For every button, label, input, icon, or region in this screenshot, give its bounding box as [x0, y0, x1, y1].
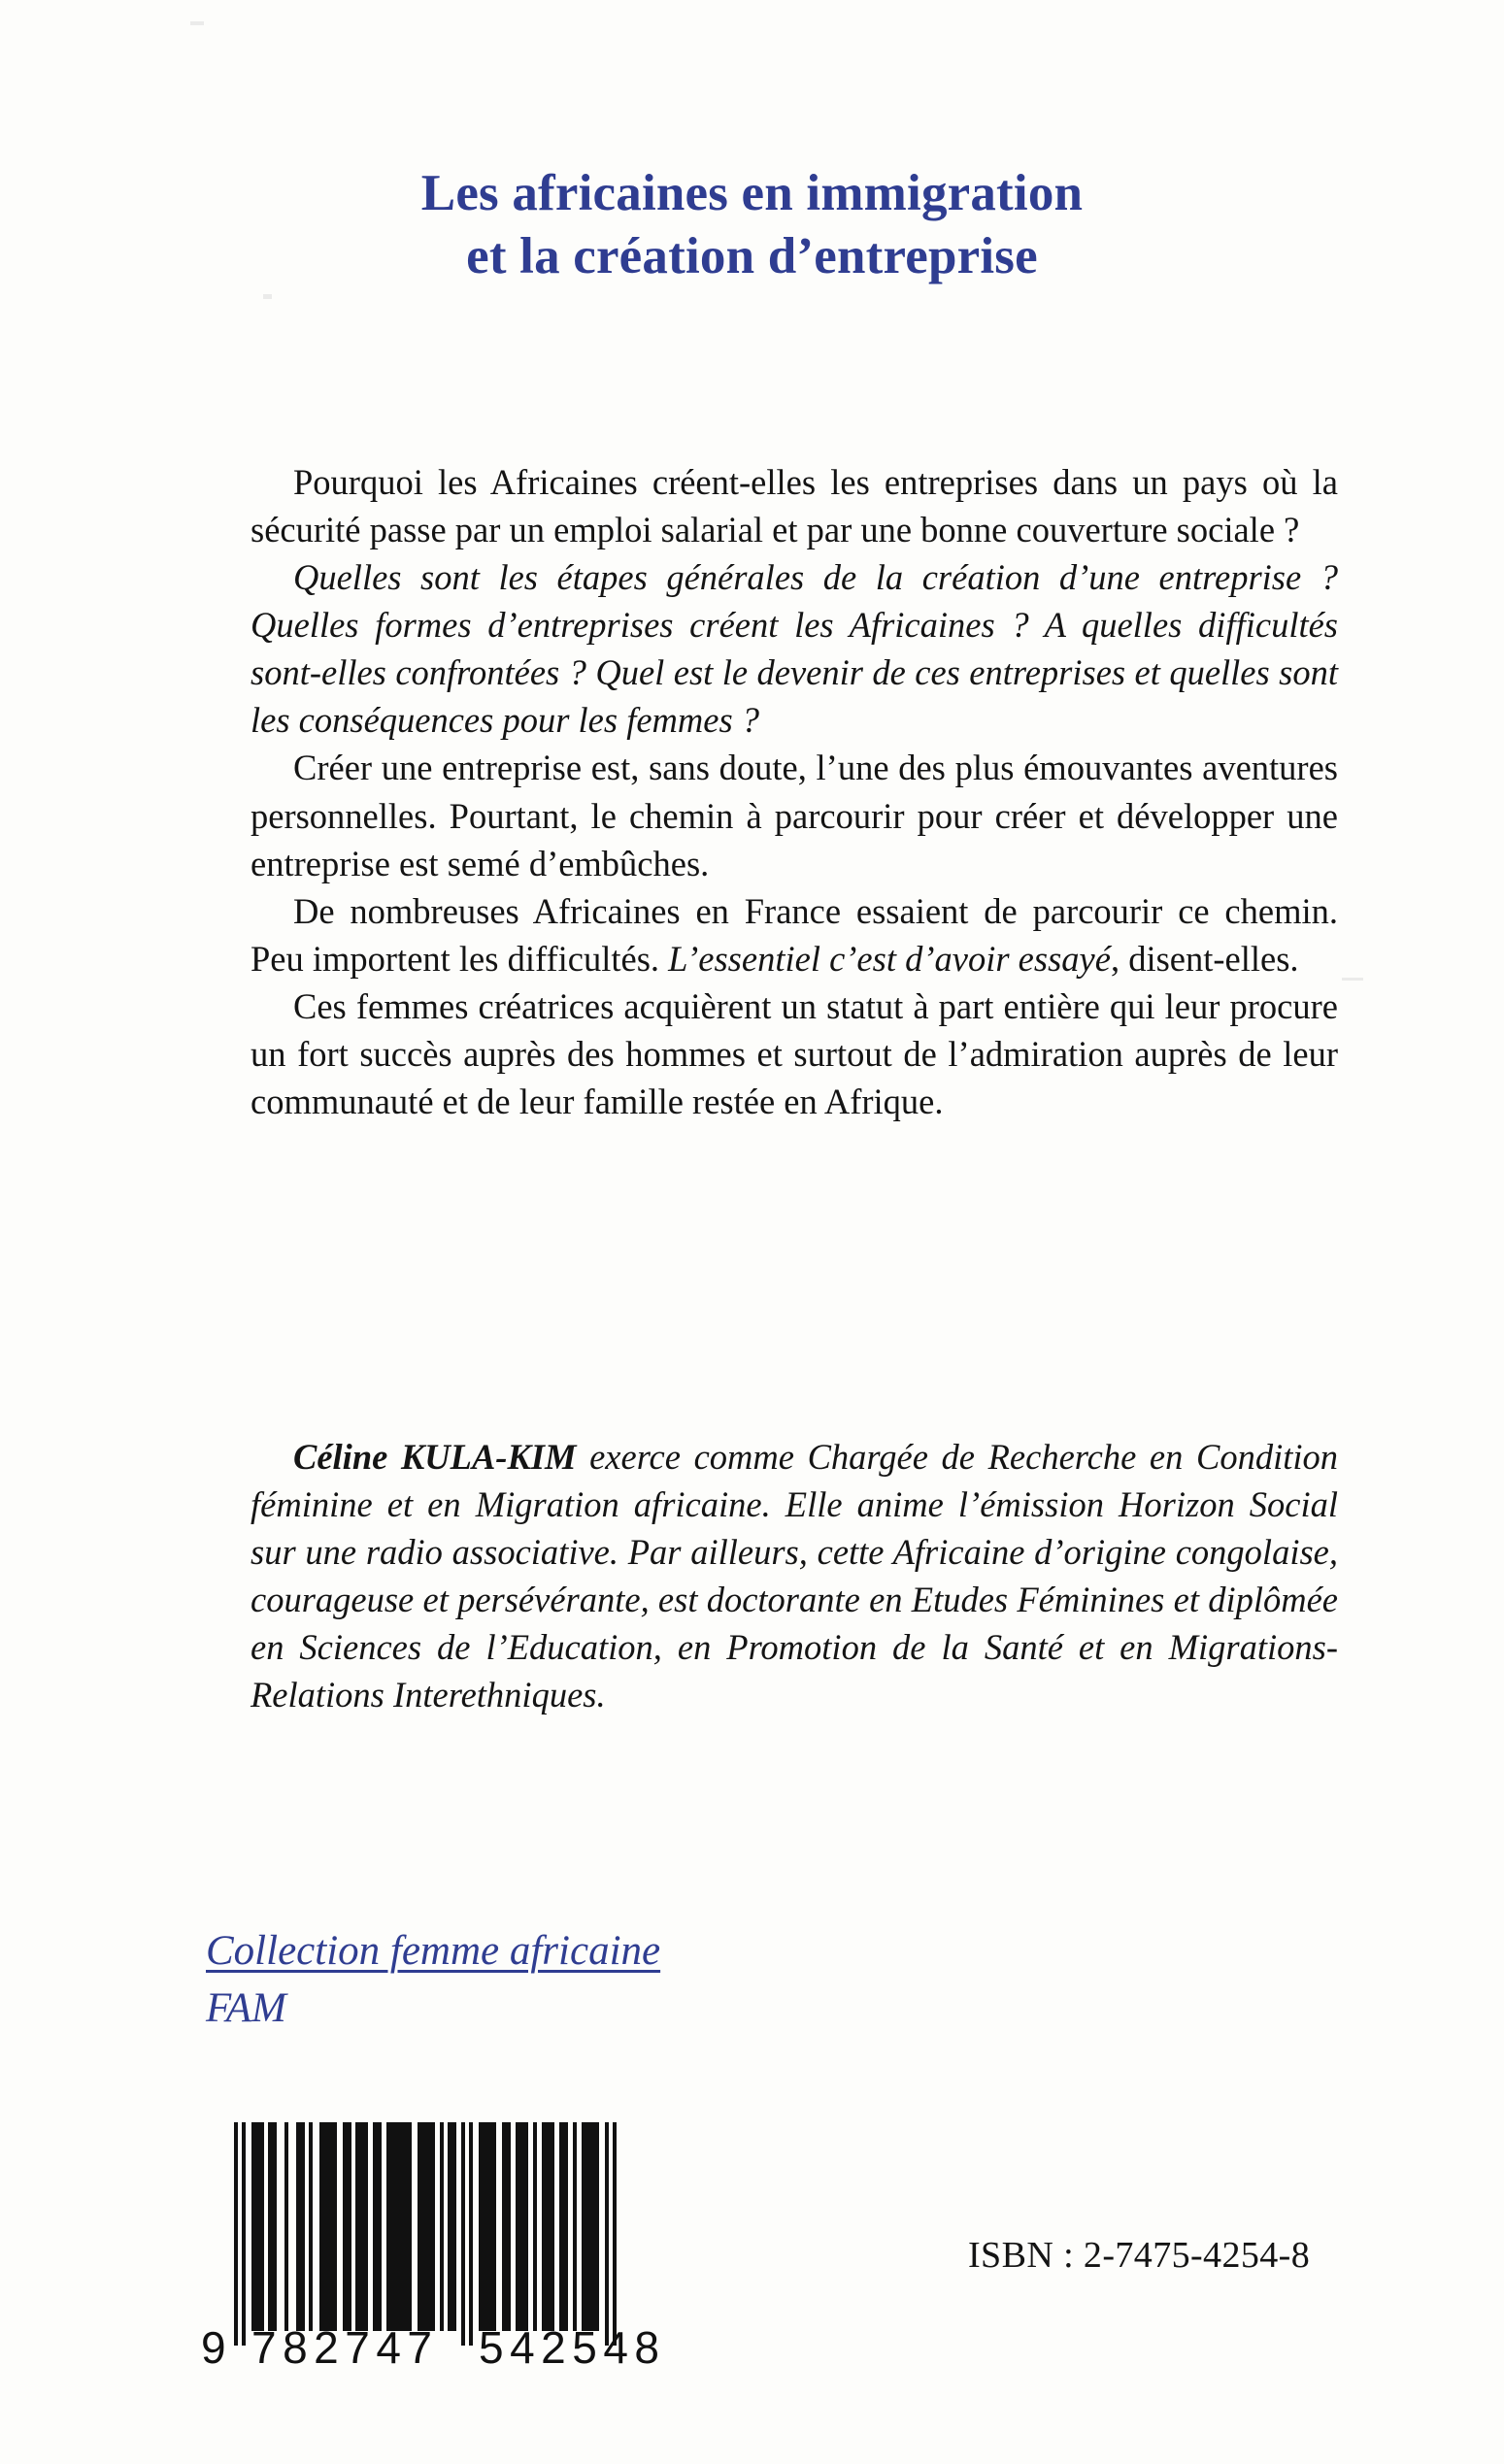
barcode-digit-prefix: 9: [201, 2322, 226, 2373]
blurb-p4-lead: De nombreuses Africaines en France essaient de parcourir ce chemin. Peu importent les difficultés.: [251, 890, 1338, 979]
scan-speck: [263, 294, 272, 299]
collection-name-wrap: [206, 1927, 660, 1975]
title-line-2: et la création d’entreprise: [466, 228, 1038, 285]
barcode: [199, 2114, 666, 2373]
collection-imprint: FAM: [206, 1985, 286, 2032]
page-title: [0, 163, 1504, 287]
collection-block: [206, 1927, 660, 2033]
barcode-digits-right: 542548: [479, 2322, 666, 2373]
author-bio-text: exerce comme Chargée de Recherche en Condition féminine et en Migration africaine. Elle anime l’émission Horizon Social sur une radio associative. Par ailleurs, cette Africaine d’origine congolaise, courageuse et persévérante, est doctorante en Etudes Féminines et diplômée en Sciences de l’Education, en Promotion de la Santé et en Migrations-Relations Interethniques.: [251, 1437, 1338, 1715]
author-bio-paragraph: [251, 1433, 1338, 1718]
scan-speck: [1342, 978, 1363, 981]
blurb-p4-tail: , disent-elles.: [1110, 938, 1299, 979]
isbn-text: ISBN : 2-7475-4254-8: [968, 2235, 1311, 2276]
title-line-1: Les africaines en immigration: [420, 165, 1084, 221]
blurb-paragraph-4: [251, 887, 1338, 982]
scan-speck: [190, 21, 204, 25]
blurb-body: [251, 458, 1338, 1125]
barcode-digits-left: 782747: [251, 2322, 439, 2373]
author-bio: [251, 1433, 1338, 1718]
collection-name: Collection femme africaine: [206, 1928, 661, 1974]
blurb-paragraph-3: Créer une entreprise est, sans doute, l’une des plus émouvantes aventures personnelles. Pourtant, le chemin à parcourir pour créer et développer une entreprise est semé d’embûches.: [251, 748, 1338, 883]
blurb-p4-quote: L’essentiel c’est d’avoir essayé: [668, 938, 1111, 979]
blurb-paragraph-1: Pourquoi les Africaines créent-elles les entreprises dans un pays où la sécurité passe par un emploi salarial et par une bonne couverture sociale ?: [251, 462, 1338, 550]
blurb-paragraph-2-questions: Quelles sont les étapes générales de la création d’une entreprise ? Quelles formes d’entreprises créent les Africaines ? A quelles difficultés sont-elles confrontées ? Quel est le devenir de ces entreprises et quelles sont les conséquences pour les femmes ?: [251, 557, 1338, 741]
author-name: Céline KULA-KIM: [293, 1437, 577, 1477]
blurb-paragraph-5: Ces femmes créatrices acquièrent un statut à part entière qui leur procure un fort succès auprès des hommes et surtout de l’admiration auprès de leur communauté et de leur famille restée en Afrique.: [251, 985, 1338, 1122]
